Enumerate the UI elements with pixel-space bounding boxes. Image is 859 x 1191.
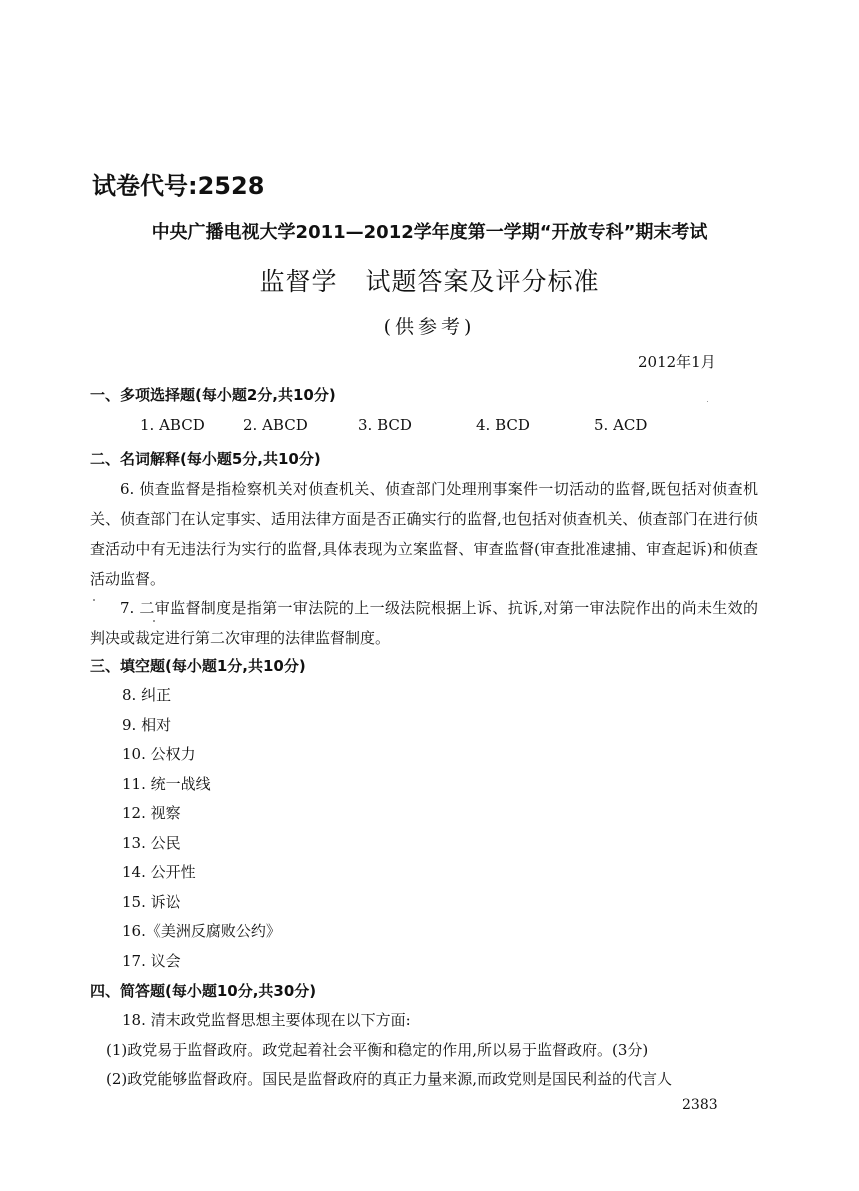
- answer-item: 1. ABCD: [140, 416, 205, 434]
- answer-item: 2. ABCD: [243, 416, 308, 434]
- exam-title: 中央广播电视大学2011—2012学年度第一学期“开放专科”期末考试: [151, 222, 708, 243]
- section-heading-short-answer: 四、简答题(每小题10分,共30分): [90, 982, 317, 1000]
- fill-answer-item: 10. 公权力: [122, 745, 196, 763]
- short-answer-point-2: (2)政党能够监督政府。国民是监督政府的真正力量来源,而政党则是国民利益的代言人: [106, 1070, 673, 1088]
- subject-name: 监督学: [259, 267, 338, 296]
- fill-answer-item: 16.《美洲反腐败公约》: [122, 922, 281, 940]
- scan-speck: [153, 620, 155, 622]
- fill-answer-item: 14. 公开性: [122, 863, 196, 881]
- scan-speck: [93, 599, 95, 601]
- section-heading-multiple-choice: 一、多项选择题(每小题2分,共10分): [90, 386, 336, 404]
- fill-answer-item: 9. 相对: [122, 716, 172, 734]
- subtitle-rest: 试题答案及评分标准: [365, 267, 600, 296]
- answer-item: 4. BCD: [476, 416, 530, 434]
- scan-speck: [707, 401, 708, 402]
- answer-item: 5. ACD: [594, 416, 648, 434]
- answer-paragraph-q6: 6. 侦查监督是指检察机关对侦查机关、侦查部门处理刑事案件一切活动的监督,既包括对侦查机关、侦查部门在认定事实、适用法律方面是否正确实行的监督,也包括对侦查机关、侦查部门在进行侦查活动中有无违法行为实行的监督,具体表现为立案监督、审查监督(审查批准逮捕、审查起诉)和侦查活动监督。: [90, 480, 758, 588]
- fill-answer-item: 11. 统一战线: [122, 775, 211, 793]
- section-heading-term-explanation: 二、名词解释(每小题5分,共10分): [90, 450, 321, 468]
- fill-answer-item: 8. 纠正: [122, 686, 172, 704]
- exam-date: 2012年1月: [638, 353, 716, 371]
- section-heading-fill-in: 三、填空题(每小题1分,共10分): [90, 657, 306, 675]
- fill-answer-item: 12. 视察: [122, 804, 181, 822]
- fill-answer-item: 15. 诉讼: [122, 893, 181, 911]
- exam-code: 试卷代号:2528: [92, 172, 265, 200]
- answer-paragraph-q7: 7. 二审监督制度是指第一审法院的上一级法院根据上诉、抗诉,对第一审法院作出的尚未生效的判决或裁定进行第二次审理的法律监督制度。: [90, 599, 758, 647]
- short-answer-point-1: (1)政党易于监督政府。政党起着社会平衡和稳定的作用,所以易于监督政府。(3分): [106, 1041, 649, 1059]
- page-number: 2383: [682, 1097, 718, 1113]
- exam-subtitle: [0, 262, 859, 298]
- answer-item: 3. BCD: [358, 416, 412, 434]
- reference-note: (供参考): [383, 316, 476, 338]
- short-answer-intro-q18: 18. 清末政党监督思想主要体现在以下方面:: [122, 1011, 411, 1029]
- fill-answer-item: 13. 公民: [122, 834, 181, 852]
- fill-answer-item: 17. 议会: [122, 952, 181, 970]
